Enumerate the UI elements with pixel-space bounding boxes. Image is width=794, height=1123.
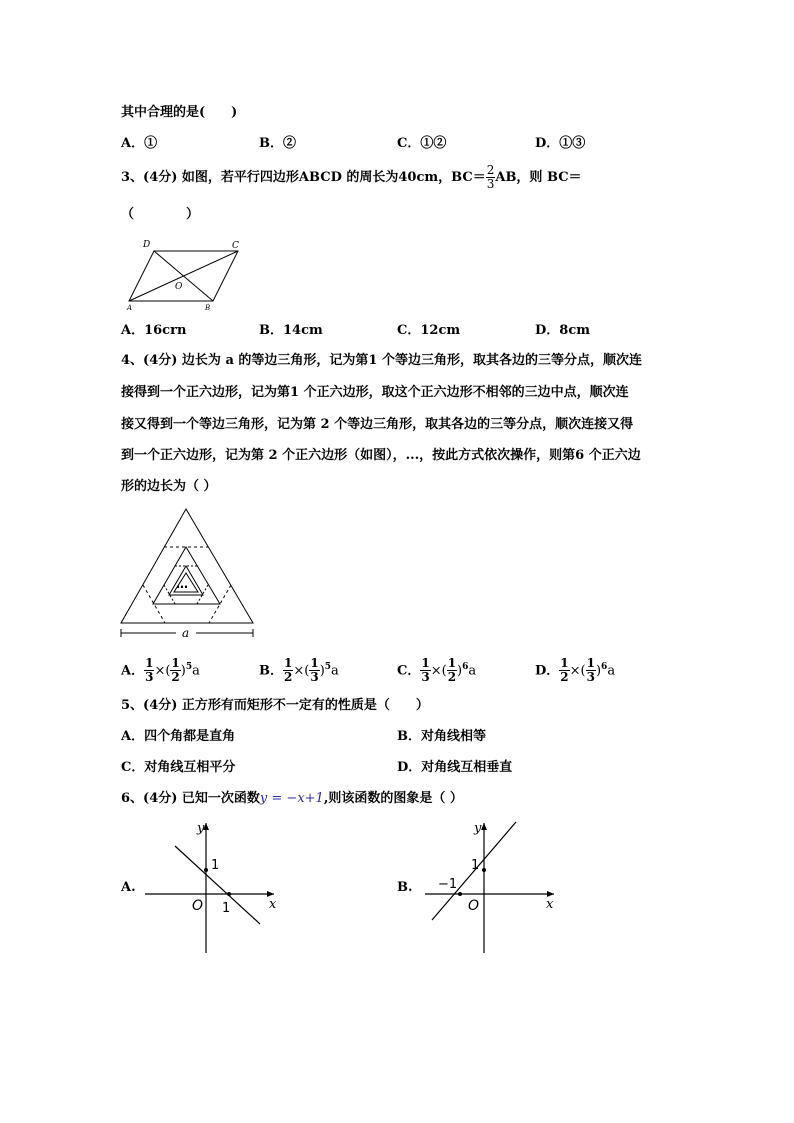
- q4-line-5: 形的边长为（ ）: [121, 479, 217, 494]
- figure-label-a: a: [182, 626, 190, 640]
- q3-paren: （ ）: [121, 207, 200, 222]
- label-d: D: [143, 240, 151, 250]
- q4-line-3: 接又得到一个等边三角形，记为第 2 个等边三角形，取其各边的三等分点，顺次连接又得: [121, 417, 634, 432]
- q4-line-1: 4、(4分) 边长为 a 的等边三角形，记为第1 个等边三角形，取其各边的三等分点，顺次连: [121, 353, 642, 368]
- q2-option-c: C．①②: [397, 136, 447, 151]
- q2-option-a: A．①: [121, 136, 158, 151]
- svg-text:x: x: [546, 897, 554, 912]
- q2-option-b: B．②: [259, 136, 296, 151]
- graph-a: [140, 818, 285, 958]
- svg-text:1: 1: [211, 858, 220, 873]
- q3-fraction: $\frac{2}{3}$: [486, 163, 495, 191]
- q5-option-a: A．四个角都是直角: [121, 729, 236, 744]
- svg-text:y: y: [197, 821, 205, 836]
- svg-text:y: y: [474, 821, 482, 836]
- label-c: C: [232, 241, 239, 251]
- svg-text:O: O: [192, 898, 204, 914]
- q5-option-c: C．对角线互相平分: [121, 760, 236, 775]
- q6-equation: y = −x+1: [259, 791, 324, 806]
- label-a: A: [127, 304, 133, 312]
- svg-text:−1: −1: [438, 877, 458, 892]
- graph-a-label: A.: [121, 880, 136, 895]
- svg-text:O: O: [468, 898, 480, 914]
- svg-text:1: 1: [471, 858, 480, 873]
- q4-option-d: D． $\frac{1}{2}$ ×( $\frac{1}{3}$ )$^6$a: [535, 656, 616, 685]
- q5-stem: 5、(4分) 正方形有而矩形不一定有的性质是（ ）: [121, 698, 429, 713]
- q3-option-b: B．14cm: [259, 323, 323, 338]
- q4-line-4: 到一个正六边形，记为第 2 个正六边形（如图），...，按此方式依次操作，则第6 个正六边: [121, 448, 641, 463]
- q3-suffix: AB，则 BC＝: [495, 170, 582, 185]
- svg-text:x: x: [269, 897, 277, 912]
- q3-option-d: D．8cm: [535, 323, 590, 338]
- q3-option-a: A．16crn: [121, 323, 187, 338]
- nested-triangle-figure: [118, 505, 258, 645]
- parallelogram-figure: [125, 236, 255, 311]
- figure-ellipsis: …: [176, 577, 188, 591]
- label-o: O: [175, 282, 183, 292]
- q5-option-d: D．对角线互相垂直: [397, 760, 513, 775]
- q4-option-c: C． $\frac{1}{3}$ ×( $\frac{1}{2}$ )$^6$a: [397, 656, 477, 685]
- graph-b-label: B.: [397, 880, 413, 895]
- svg-text:1: 1: [222, 901, 231, 916]
- q3-stem: [121, 163, 582, 193]
- label-b: B: [205, 304, 211, 312]
- q6-stem: 6、(4分) 已知一次函数y = −x+1,则该函数的图象是（ ）: [121, 791, 463, 806]
- intro-line: 其中合理的是( ): [121, 105, 238, 120]
- q4-line-2: 接得到一个正六边形，记为第1 个正六边形，取这个正六边形不相邻的三边中点，顺次连: [121, 385, 629, 400]
- q5-option-b: B．对角线相等: [397, 729, 486, 744]
- graph-b: [420, 818, 565, 958]
- q2-option-d: D．①③: [535, 136, 586, 151]
- q3-option-c: C．12cm: [397, 323, 461, 338]
- q4-option-b: B． $\frac{1}{2}$ ×( $\frac{1}{3}$ )$^5$a: [259, 656, 339, 685]
- q4-option-a: A． $\frac{1}{3}$ ×( $\frac{1}{2}$ )$^5$a: [121, 656, 200, 685]
- q3-prefix: 3、(4分) 如图，若平行四边形ABCD 的周长为40cm，BC＝: [121, 170, 486, 185]
